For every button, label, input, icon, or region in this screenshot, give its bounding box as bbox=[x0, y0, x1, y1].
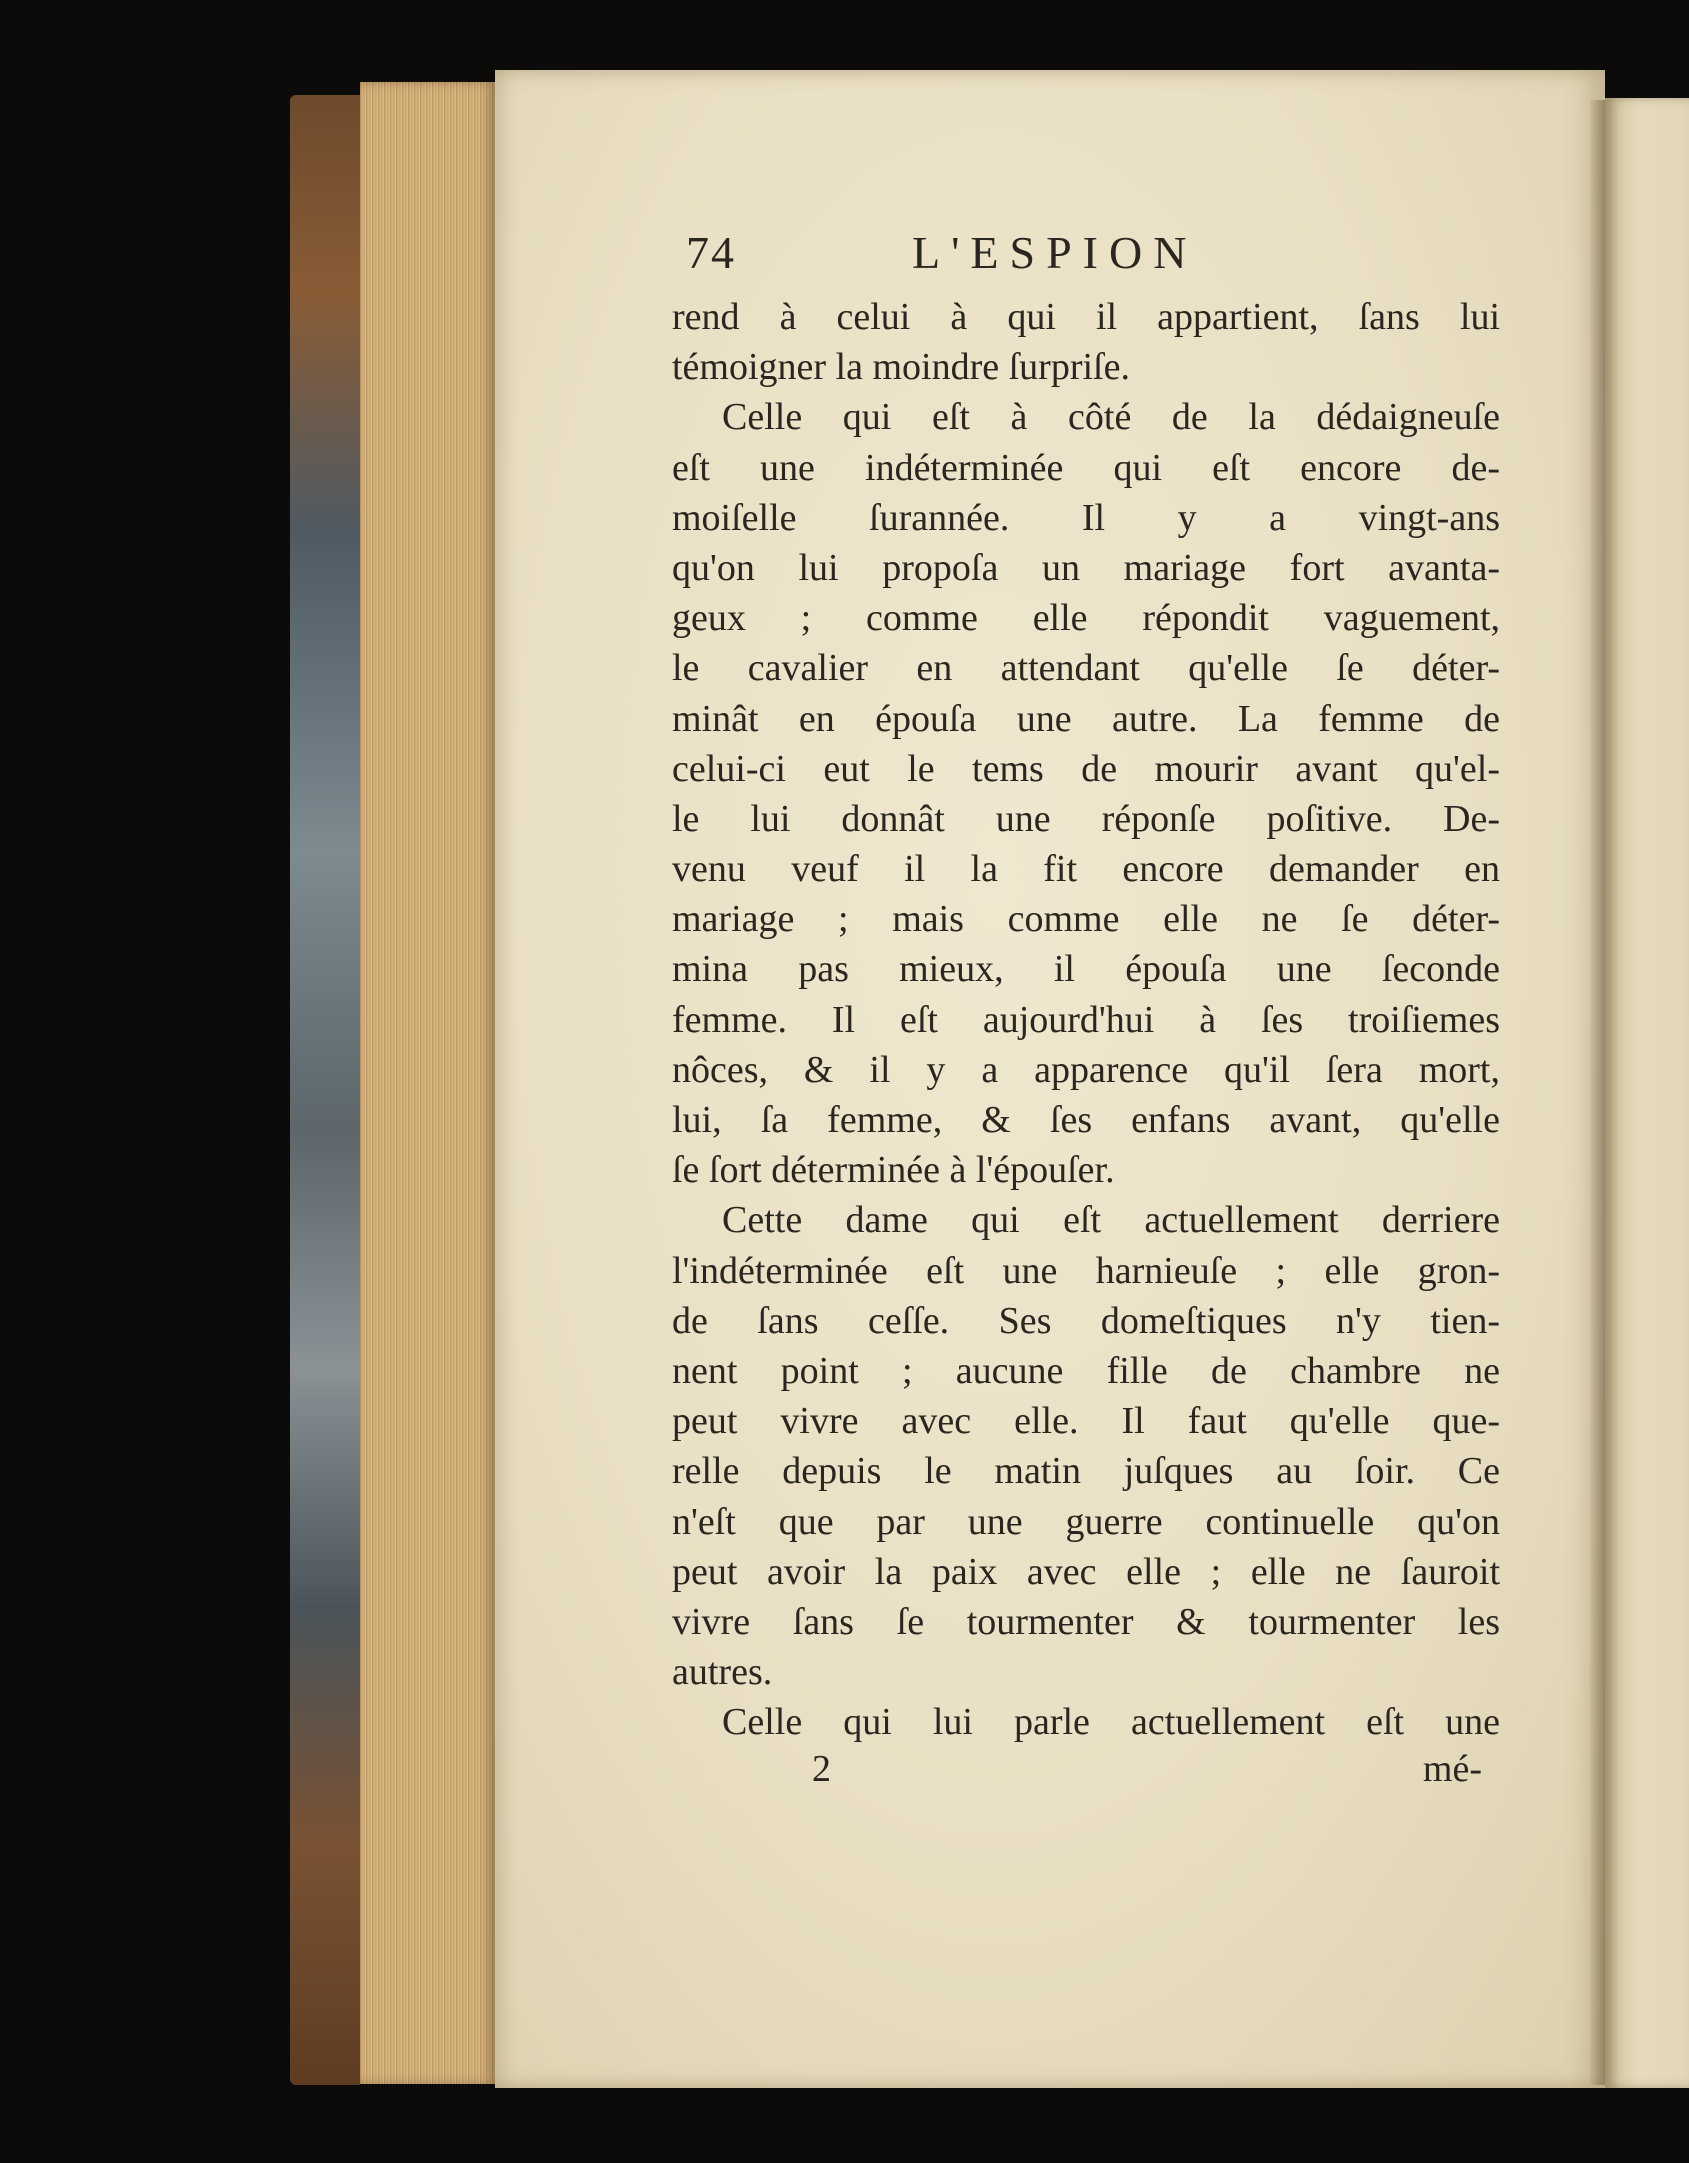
text-line: eſt une indéterminée qui eſt encore de- bbox=[672, 446, 1500, 489]
text-line: Celle qui eſt à côté de la dédaigneuſe bbox=[722, 396, 1500, 439]
text-line: relle depuis le matin juſques au ſoir. Ce bbox=[672, 1450, 1500, 1493]
body-text bbox=[672, 292, 1500, 1747]
text-line: ſe ſort déterminée à l'épouſer. bbox=[672, 1149, 1115, 1192]
text-line: le cavalier en attendant qu'elle ſe déter- bbox=[672, 647, 1500, 690]
page-footer bbox=[672, 1747, 1500, 1803]
text-line: minât en épouſa une autre. La femme de bbox=[672, 697, 1500, 740]
catchword: mé- bbox=[1422, 1748, 1482, 1791]
text-line: rend à celui à qui il appartient, ſans lui bbox=[672, 296, 1500, 338]
text-line: le lui donnât une réponſe poſitive. De- bbox=[672, 797, 1500, 840]
text-line: nôces, & il y a apparence qu'il ſera mort, bbox=[672, 1048, 1500, 1091]
text-line: peut avoir la paix avec elle ; elle ne ſauroit bbox=[672, 1550, 1500, 1593]
text-line: geux ; comme elle répondit vaguement, bbox=[672, 597, 1500, 640]
page-edges bbox=[360, 82, 495, 2084]
text-line: Cette dame qui eſt actuellement derriere bbox=[722, 1199, 1500, 1242]
text-line: peut vivre avec elle. Il faut qu'elle que- bbox=[672, 1400, 1500, 1443]
running-title: L'ESPION bbox=[912, 227, 1198, 278]
text-line: celui-ci eut le tems de mourir avant qu'el- bbox=[672, 747, 1500, 790]
text-line: témoigner la moindre ſurpriſe. bbox=[672, 346, 1130, 389]
text-line: vivre ſans ſe tourmenter & tourmenter les bbox=[672, 1600, 1500, 1643]
text-line: qu'on lui propoſa un mariage fort avanta- bbox=[672, 546, 1500, 589]
text-line: mariage ; mais comme elle ne ſe déter- bbox=[672, 898, 1500, 941]
book-cover-edge bbox=[290, 95, 360, 2085]
page-number: 74 bbox=[686, 227, 736, 278]
text-line: de ſans ceſſe. Ses domeſtiques n'y tien- bbox=[672, 1299, 1500, 1342]
text-line: nent point ; aucune fille de chambre ne bbox=[672, 1349, 1500, 1392]
signature-mark: 2 bbox=[812, 1748, 831, 1791]
text-line: Celle qui lui parle actuellement eſt une bbox=[722, 1701, 1500, 1744]
text-line: mina pas mieux, il épouſa une ſeconde bbox=[672, 948, 1500, 991]
right-page-sliver bbox=[1605, 98, 1689, 2088]
text-line: n'eſt que par une guerre continuelle qu'on bbox=[672, 1500, 1500, 1543]
text-line: moiſelle ſurannée. Il y a vingt-ans bbox=[672, 496, 1500, 539]
text-line: lui, ſa femme, & ſes enfans avant, qu'elle bbox=[672, 1099, 1500, 1141]
page-header bbox=[672, 212, 1500, 292]
page-text bbox=[672, 212, 1500, 1803]
text-line: autres. bbox=[672, 1651, 773, 1694]
text-line: l'indéterminée eſt une harnieuſe ; elle gron- bbox=[672, 1249, 1500, 1292]
text-line: venu veuf il la fit encore demander en bbox=[672, 848, 1500, 891]
text-line: femme. Il eſt aujourd'hui à ſes troiſiemes bbox=[672, 998, 1500, 1041]
